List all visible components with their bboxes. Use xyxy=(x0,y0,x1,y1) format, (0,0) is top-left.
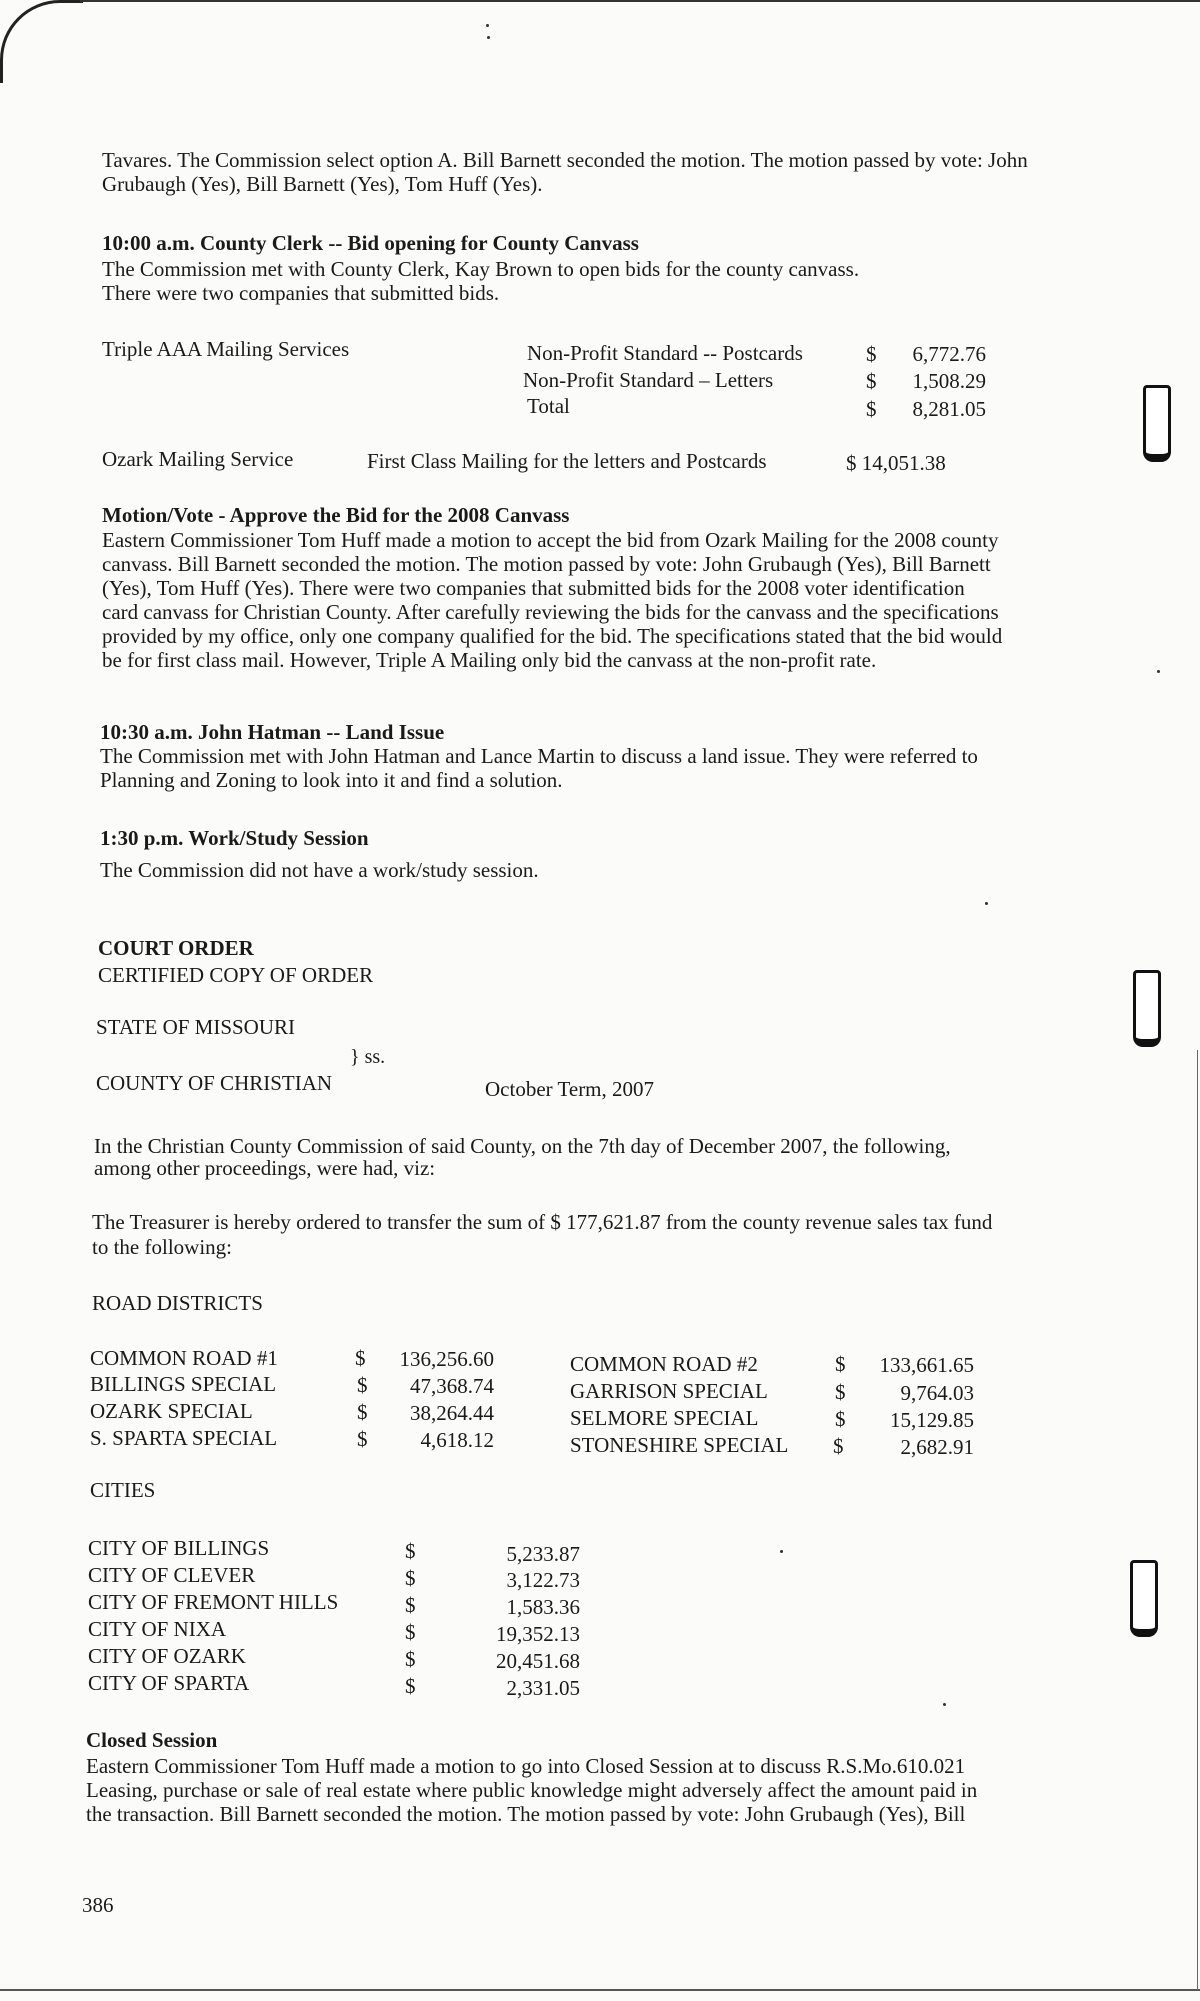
scan-speck xyxy=(1157,670,1160,673)
city-currency: $ xyxy=(405,1674,416,1698)
road-district-currency: $ xyxy=(835,1352,846,1376)
road-district-name: SELMORE SPECIAL xyxy=(570,1406,759,1430)
city-amount: 3,122.73 xyxy=(506,1568,580,1592)
bidder-name-triple: Triple AAA Mailing Services xyxy=(102,337,350,361)
state-label: STATE OF MISSOURI xyxy=(96,1015,296,1039)
bid-amount-ozark: $ 14,051.38 xyxy=(846,451,946,475)
bidder-name-ozark: Ozark Mailing Service xyxy=(102,447,294,471)
closed-session-heading: Closed Session xyxy=(86,1728,218,1752)
city-name: CITY OF BILLINGS xyxy=(88,1536,270,1560)
motion-heading: Motion/Vote - Approve the Bid for the 2008 Canvass xyxy=(102,503,570,527)
hatman-heading: 10:30 a.m. John Hatman -- Land Issue xyxy=(100,720,445,744)
city-currency: $ xyxy=(405,1647,416,1671)
clerk-line-1: The Commission met with County Clerk, Kay Brown to open bids for the county canvass. xyxy=(102,257,860,281)
road-district-amount: 9,764.03 xyxy=(900,1381,974,1405)
order-para-2-line-1: The Treasurer is hereby ordered to transfer the sum of $ 177,621.87 from the county revenue sales tax fund xyxy=(92,1210,993,1234)
road-district-name: BILLINGS SPECIAL xyxy=(90,1372,277,1396)
motion-line: card canvass for Christian County. After carefully reviewing the bids for the canvass and the specifications xyxy=(102,600,999,624)
motion-line: provided by my office, only one company qualified for the bid. The specifications stated that the bid would xyxy=(102,624,1003,648)
city-currency: $ xyxy=(405,1593,416,1617)
road-district-name: OZARK SPECIAL xyxy=(90,1399,253,1423)
road-district-currency: $ xyxy=(355,1346,366,1370)
bid-item-label: Non-Profit Standard – Letters xyxy=(523,368,774,392)
court-order-subheading: CERTIFIED COPY OF ORDER xyxy=(98,963,374,987)
road-district-name: GARRISON SPECIAL xyxy=(570,1379,768,1403)
road-district-amount: 133,661.65 xyxy=(879,1353,974,1377)
road-districts-heading: ROAD DISTRICTS xyxy=(92,1291,263,1315)
city-name: CITY OF OZARK xyxy=(88,1644,246,1668)
city-currency: $ xyxy=(405,1566,416,1590)
road-district-amount: 15,129.85 xyxy=(890,1408,974,1432)
binder-clip-icon xyxy=(1130,1560,1158,1637)
order-para-2-line-2: to the following: xyxy=(92,1235,232,1259)
bid-item-amount: 6,772.76 xyxy=(912,342,986,366)
closed-session-line: Leasing, purchase or sale of real estate where public knowledge might adversely affect the amount paid in xyxy=(86,1778,978,1802)
scan-edge-top xyxy=(80,0,1200,2)
scan-speck xyxy=(487,36,490,39)
scan-speck xyxy=(486,24,489,27)
ss-bracket: } ss. xyxy=(350,1046,386,1068)
order-para-1-line-1: In the Christian County Commission of said County, on the 7th day of December 2007, the following, xyxy=(94,1134,951,1158)
bid-item-amount: 1,508.29 xyxy=(912,369,986,393)
city-amount: 2,331.05 xyxy=(506,1676,580,1700)
bid-item-currency: $ xyxy=(866,342,877,366)
road-district-currency: $ xyxy=(835,1380,846,1404)
road-district-name: COMMON ROAD #1 xyxy=(90,1346,278,1370)
intro-paragraph: Tavares. The Commission select option A. Bill Barnett seconded the motion. The motion passed by vote: John Grubaugh (Yes), Bill Barnett (Yes), Tom Huff (Yes). xyxy=(102,148,1028,196)
city-amount: 1,583.36 xyxy=(506,1595,580,1619)
page-number: 386 xyxy=(82,1893,114,1917)
bid-item-currency: $ xyxy=(866,369,877,393)
road-district-amount: 38,264.44 xyxy=(410,1401,494,1425)
clerk-heading: 10:00 a.m. County Clerk -- Bid opening for County Canvass xyxy=(102,231,639,255)
city-amount: 19,352.13 xyxy=(496,1622,580,1646)
city-name: CITY OF CLEVER xyxy=(88,1563,256,1587)
city-name: CITY OF NIXA xyxy=(88,1617,227,1641)
scan-speck xyxy=(943,1703,946,1706)
road-district-name: S. SPARTA SPECIAL xyxy=(90,1426,278,1450)
motion-line: Eastern Commissioner Tom Huff made a motion to accept the bid from Ozark Mailing for the 2008 county xyxy=(102,528,999,552)
scan-speck xyxy=(780,1550,783,1553)
county-label: COUNTY OF CHRISTIAN xyxy=(96,1071,333,1095)
city-amount: 5,233.87 xyxy=(506,1542,580,1566)
bid-item-currency: $ xyxy=(866,397,877,421)
bid-item-amount: 8,281.05 xyxy=(912,397,986,421)
court-order-heading: COURT ORDER xyxy=(98,936,254,960)
scan-edge-bottom xyxy=(0,1989,1200,1991)
motion-line: canvass. Bill Barnett seconded the motion. The motion passed by vote: John Grubaugh (Yes), Bill Barnett xyxy=(102,552,991,576)
road-district-currency: $ xyxy=(357,1427,368,1451)
term-label: October Term, 2007 xyxy=(485,1077,655,1101)
binder-clip-icon xyxy=(1143,385,1171,462)
work-heading: 1:30 p.m. Work/Study Session xyxy=(100,826,369,850)
work-line-1: The Commission did not have a work/study session. xyxy=(100,858,539,882)
city-name: CITY OF SPARTA xyxy=(88,1671,250,1695)
motion-line: be for first class mail. However, Triple A Mailing only bid the canvass at the non-profit rate. xyxy=(102,648,877,672)
bid-item-label: Total xyxy=(527,394,570,418)
hatman-line-2: Planning and Zoning to look into it and find a solution. xyxy=(100,768,563,792)
binder-clip-icon xyxy=(1133,970,1161,1047)
city-name: CITY OF FREMONT HILLS xyxy=(88,1590,339,1614)
road-district-amount: 4,618.12 xyxy=(420,1428,494,1452)
closed-session-line: Eastern Commissioner Tom Huff made a motion to go into Closed Session at to discuss R.S.Mo.610.021 xyxy=(86,1754,966,1778)
road-district-name: COMMON ROAD #2 xyxy=(570,1352,758,1376)
clerk-line-2: There were two companies that submitted bids. xyxy=(102,281,500,305)
order-para-1-line-2: among other proceedings, were had, viz: xyxy=(94,1156,436,1180)
bid-description-ozark: First Class Mailing for the letters and Postcards xyxy=(367,449,767,473)
hatman-line-1: The Commission met with John Hatman and Lance Martin to discuss a land issue. They were referred to xyxy=(100,744,978,768)
city-amount: 20,451.68 xyxy=(496,1649,580,1673)
road-district-currency: $ xyxy=(357,1373,368,1397)
road-district-currency: $ xyxy=(357,1400,368,1424)
road-district-currency: $ xyxy=(833,1434,844,1458)
road-district-amount: 47,368.74 xyxy=(410,1374,494,1398)
road-district-name: STONESHIRE SPECIAL xyxy=(570,1433,789,1457)
scan-edge-right xyxy=(1197,1050,1198,1990)
closed-session-line: the transaction. Bill Barnett seconded the motion. The motion passed by vote: John Grubaugh (Yes), Bill xyxy=(86,1802,966,1826)
motion-line: (Yes), Tom Huff (Yes). There were two companies that submitted bids for the 2008 voter identification xyxy=(102,576,965,600)
cities-heading: CITIES xyxy=(90,1478,156,1502)
scan-speck xyxy=(985,902,988,905)
road-district-currency: $ xyxy=(835,1407,846,1431)
road-district-amount: 2,682.91 xyxy=(900,1435,974,1459)
scan-edge-corner xyxy=(0,0,83,83)
bid-item-label: Non-Profit Standard -- Postcards xyxy=(527,341,803,365)
road-district-amount: 136,256.60 xyxy=(399,1347,494,1371)
city-currency: $ xyxy=(405,1539,416,1563)
city-currency: $ xyxy=(405,1620,416,1644)
